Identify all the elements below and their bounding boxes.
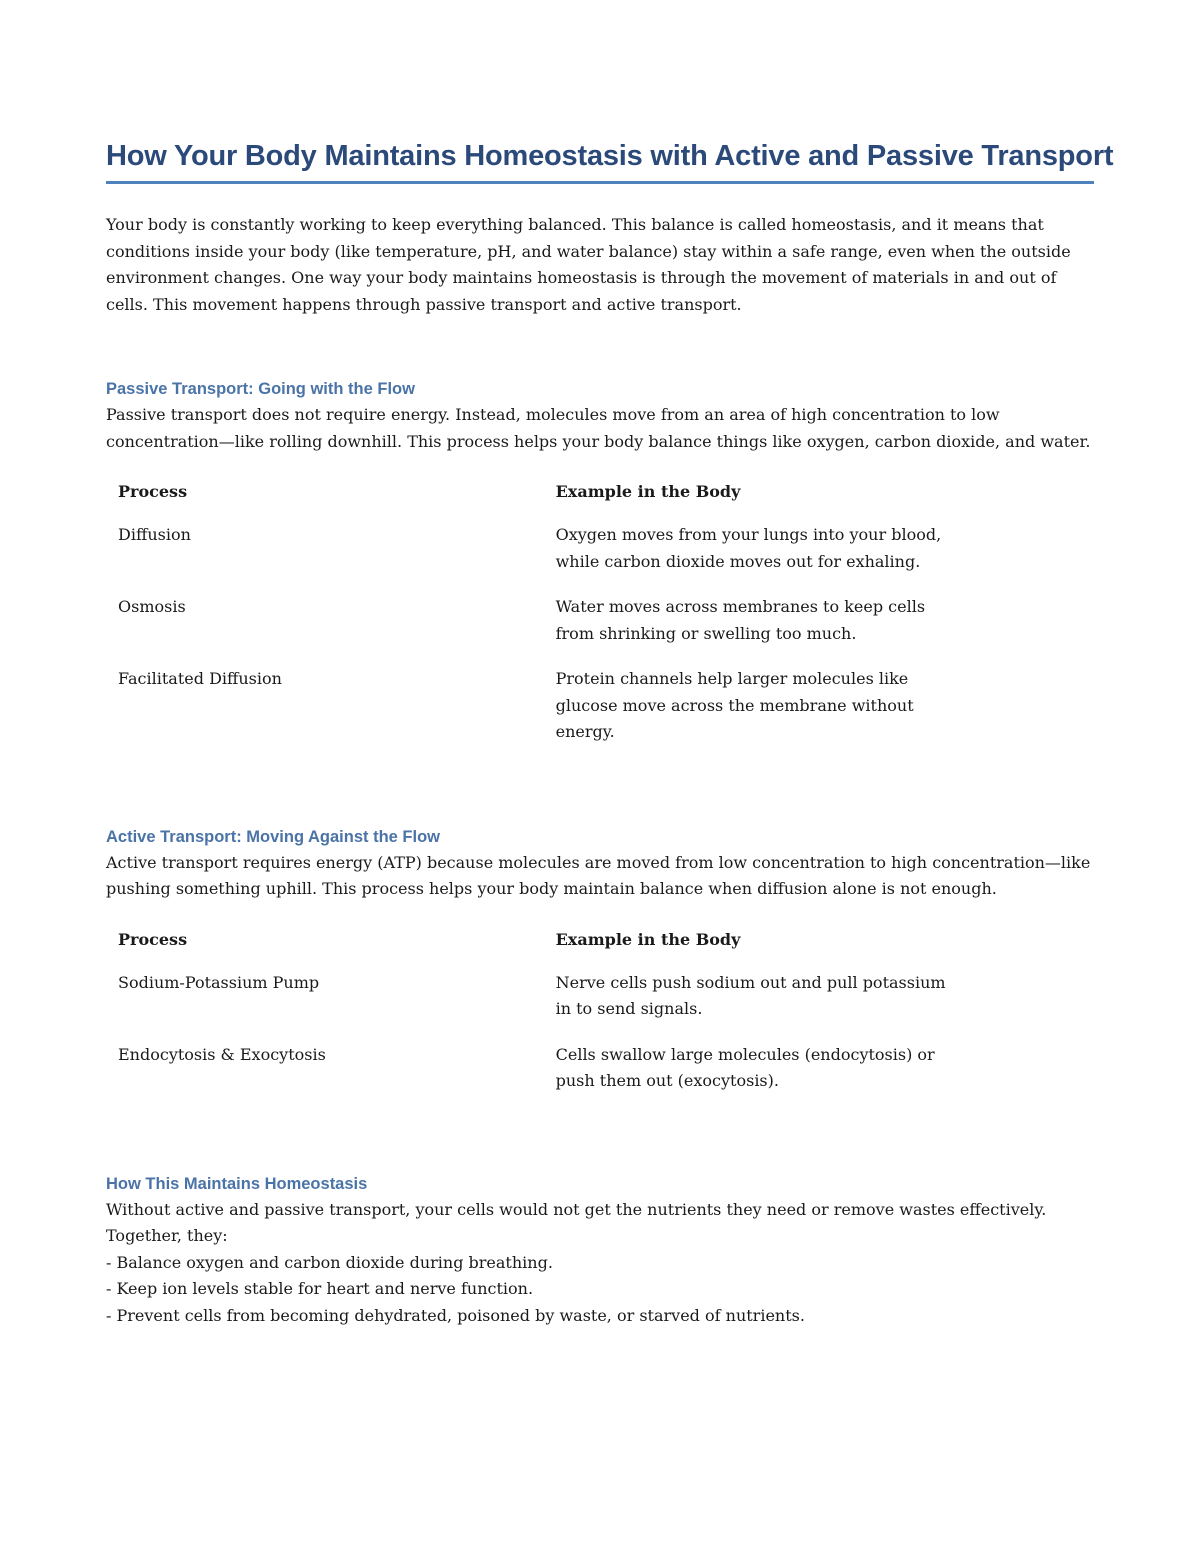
passive-transport-heading: Passive Transport: Going with the Flow [106,380,415,398]
active-transport-table [110,921,970,1107]
table-row [110,515,970,587]
table-row [110,587,970,659]
example-cell: Water moves across membranes to keep cells from shrinking or swelling too much. [555,597,926,643]
homeostasis-section [106,1171,1094,1330]
process-cell: Sodium-Potassium Pump [118,972,320,992]
document-page [106,140,1114,1329]
table-header-row [110,473,970,515]
list-item: - Keep ion levels stable for heart and nerve function. [106,1279,534,1298]
process-cell: Diffusion [118,525,191,544]
active-transport-section [106,824,1094,1107]
table-header-row [110,921,970,963]
example-cell: Protein channels help larger molecules like glucose move across the membrane without energy. [555,669,914,741]
column-header-example: Example in the Body [555,482,741,501]
list-item: - Prevent cells from becoming dehydrated, poisoned by waste, or starved of nutrients. [106,1305,805,1325]
active-transport-paragraph: Active transport requires energy (ATP) because molecules are moved from low concentration to high concentration—like pushing something uphill. This process helps your body maintain balance when diffusion alone is not enough. [106,852,1091,898]
list-item: - Balance oxygen and carbon dioxide during breathing. [106,1252,553,1272]
example-cell: Nerve cells push sodium out and pull potassium in to send signals. [555,972,946,1018]
process-cell: Endocytosis & Exocytosis [118,1044,326,1064]
intro-paragraph: Your body is constantly working to keep everything balanced. This balance is called homeostasis, and it means that conditions inside your body (like temperature, pH, and water balance) stay within a safe range, even when the outside environment changes. One way your body maintains homeostasis is through the movement of materials in and out of cells. This movement happens through passive transport and active transport. [106,215,1071,314]
column-header-process: Process [118,482,188,501]
table-row [110,963,970,1035]
homeostasis-heading: How This Maintains Homeostasis [106,1174,368,1193]
passive-transport-table [110,473,970,758]
process-cell: Osmosis [118,597,186,616]
process-cell: Facilitated Diffusion [118,669,282,688]
document-title: How Your Body Maintains Homeostasis with Active and Passive Transport [106,140,1094,184]
active-transport-heading: Active Transport: Moving Against the Flow [106,827,440,846]
table-row [110,659,970,758]
column-header-process: Process [118,929,188,949]
passive-transport-paragraph: Passive transport does not require energy. Instead, molecules move from an area of high concentration to low concentration—like rolling downhill. This process helps your body balance things like oxygen, carbon dioxide, and water. [106,405,1091,451]
table-row [110,1035,970,1107]
homeostasis-paragraph: Without active and passive transport, your cells would not get the nutrients they need or remove wastes effectively. Together, they: [106,1199,1047,1245]
passive-transport-section [106,376,1094,758]
example-cell: Oxygen moves from your lungs into your blood, while carbon dioxide moves out for exhaling. [555,525,942,571]
column-header-example: Example in the Body [555,929,741,949]
example-cell: Cells swallow large molecules (endocytosis) or push them out (exocytosis). [555,1044,935,1090]
